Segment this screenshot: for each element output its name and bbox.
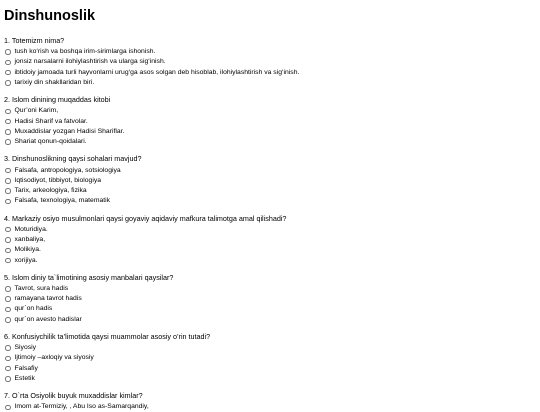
radio-button[interactable] bbox=[5, 356, 11, 362]
answer-option[interactable] bbox=[4, 127, 536, 137]
radio-button[interactable] bbox=[5, 188, 11, 194]
question-block bbox=[4, 391, 536, 412]
option-label: Qur’oni Karim, bbox=[14, 107, 59, 115]
answer-option[interactable] bbox=[4, 225, 536, 235]
option-label: tarixiy din shakllaridan biri. bbox=[14, 79, 95, 87]
answer-option[interactable] bbox=[4, 402, 536, 412]
answer-option[interactable] bbox=[4, 137, 536, 147]
option-label: xanbaliya, bbox=[14, 236, 46, 243]
option-label: Falsafiy bbox=[14, 364, 38, 372]
answer-option[interactable] bbox=[4, 47, 536, 57]
answer-option[interactable] bbox=[4, 57, 536, 67]
question-block bbox=[4, 36, 536, 88]
radio-button[interactable] bbox=[5, 296, 11, 302]
option-label: Tarix, arkeologiya, fizika bbox=[14, 187, 87, 195]
radio-button[interactable] bbox=[5, 317, 11, 323]
answer-option[interactable] bbox=[4, 364, 536, 374]
radio-button[interactable] bbox=[5, 178, 11, 184]
answer-option[interactable] bbox=[4, 374, 536, 384]
option-label: Hadisi Sharif va fatvolar. bbox=[14, 117, 88, 125]
option-label: ramayana tavrot hadis bbox=[14, 295, 82, 303]
radio-button[interactable] bbox=[5, 237, 11, 243]
radio-button[interactable] bbox=[5, 227, 11, 233]
question-text: 4. Markaziy osiyo musulmonlari qaysi goyaviy aqidaviy mafkura talimotga amal qilishadi? bbox=[4, 213, 287, 223]
answer-option[interactable] bbox=[4, 165, 536, 175]
question-block bbox=[4, 95, 536, 147]
page-title: Dinshunoslik bbox=[4, 8, 96, 24]
question-text: 5. Islom diniy ta`limotining asosiy manbalari qaysilar? bbox=[4, 272, 174, 282]
option-label: jonsiz narsalarni ilohiylashtirish va ularga sig‘inish. bbox=[14, 58, 166, 66]
answer-option[interactable] bbox=[4, 106, 536, 116]
answer-option[interactable] bbox=[4, 196, 536, 206]
option-label: Imom at-Termiziy, , Abu Iso as-Samarqandiy, bbox=[14, 403, 149, 411]
option-label: Shariat qonun-qoidalari. bbox=[14, 138, 87, 146]
answer-option[interactable] bbox=[4, 235, 536, 245]
radio-button[interactable] bbox=[5, 258, 11, 264]
option-label: Muxaddislar yozgan Hadisi Shariflar. bbox=[14, 127, 125, 135]
radio-button[interactable] bbox=[5, 109, 11, 115]
answer-option[interactable] bbox=[4, 294, 536, 304]
option-label: ibtidoiy jamoada turli hayvonlarni urug‘ga asos solgan deb hisoblab, ilohiylashtirish va sig‘inish. bbox=[14, 68, 300, 76]
option-label: qur`on hadis bbox=[14, 305, 53, 313]
answer-option[interactable] bbox=[4, 304, 536, 314]
answer-option[interactable] bbox=[4, 78, 536, 88]
radio-button[interactable] bbox=[5, 405, 11, 411]
radio-button[interactable] bbox=[5, 70, 11, 76]
answer-option[interactable] bbox=[4, 186, 536, 196]
question-text: 7. O`rta Osiyolik buyuk muxaddislar kimlar? bbox=[4, 391, 143, 401]
question-text: 6. Konfusiychilik ta’limotida qaysi muammolar asosiy o’rin tutadi? bbox=[4, 331, 211, 341]
option-label: Iqtisodiyot, tibbiyot, biologiya bbox=[14, 176, 102, 184]
answer-option[interactable] bbox=[4, 315, 536, 325]
question-block bbox=[4, 332, 536, 384]
option-label: Falsafa, antropologiya, sotsiologiya bbox=[14, 166, 121, 174]
radio-button[interactable] bbox=[5, 168, 11, 174]
radio-button[interactable] bbox=[5, 49, 11, 55]
option-label: Moturidiya. bbox=[14, 225, 48, 233]
answer-option[interactable] bbox=[4, 255, 536, 265]
question-text: 1. Totemizm nima? bbox=[4, 36, 65, 45]
option-label: xorijiya. bbox=[14, 256, 38, 264]
radio-button[interactable] bbox=[5, 366, 11, 372]
answer-option[interactable] bbox=[4, 176, 536, 186]
radio-button[interactable] bbox=[5, 119, 11, 125]
answer-option[interactable] bbox=[4, 343, 536, 353]
radio-button[interactable] bbox=[5, 139, 11, 145]
answer-option[interactable] bbox=[4, 68, 536, 78]
option-label: Tavrot, sura hadis bbox=[14, 284, 69, 292]
answer-option[interactable] bbox=[4, 353, 536, 363]
answer-option[interactable] bbox=[4, 284, 536, 294]
option-label: Ijtimoiy –axloqiy va siyosiy bbox=[14, 354, 94, 362]
radio-button[interactable] bbox=[5, 376, 11, 382]
radio-button[interactable] bbox=[5, 286, 11, 292]
question-block bbox=[4, 273, 536, 325]
radio-button[interactable] bbox=[5, 199, 11, 205]
option-label: Falsafa, texnologiya, matematik bbox=[14, 197, 111, 205]
answer-option[interactable] bbox=[4, 116, 536, 126]
question-list bbox=[4, 36, 536, 412]
radio-button[interactable] bbox=[5, 345, 11, 351]
option-label: tush ko‘rish va boshqa irim-sirimlarga ishonish. bbox=[14, 48, 156, 56]
question-block bbox=[4, 154, 536, 206]
option-label: Estetik bbox=[14, 374, 35, 382]
question-block bbox=[4, 214, 536, 266]
radio-button[interactable] bbox=[5, 80, 11, 86]
radio-button[interactable] bbox=[5, 248, 11, 254]
radio-button[interactable] bbox=[5, 307, 11, 313]
question-text: 2. Islom dinining muqaddas kitobi bbox=[4, 95, 111, 105]
option-label: Siyosiy bbox=[14, 344, 37, 352]
radio-button[interactable] bbox=[5, 129, 11, 135]
question-text: 3. Dinshunoslikning qaysi sohalari mavjud? bbox=[4, 154, 142, 164]
answer-option[interactable] bbox=[4, 245, 536, 255]
option-label: qur`on avesto hadislar bbox=[14, 315, 82, 323]
radio-button[interactable] bbox=[5, 60, 11, 66]
option-label: Molikiya. bbox=[14, 246, 41, 254]
